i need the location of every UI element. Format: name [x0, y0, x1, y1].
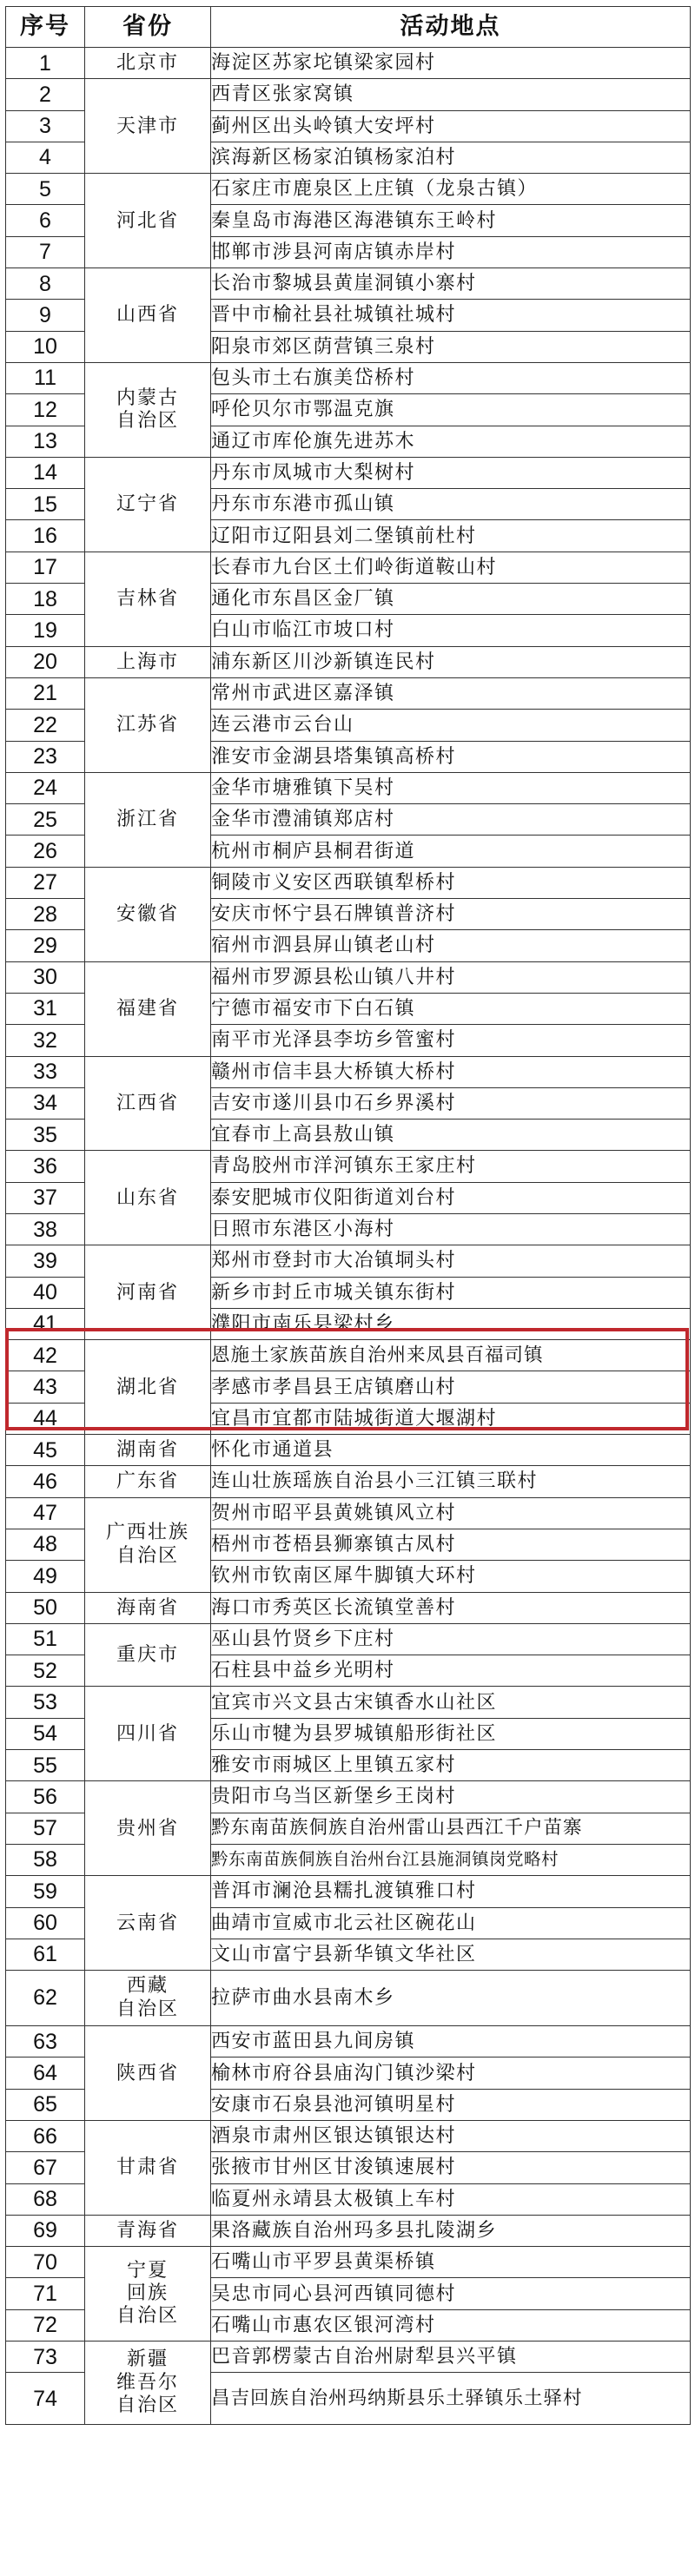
row-index: 22	[6, 710, 85, 741]
row-location: 酒泉市肃州区银达镇银达村	[211, 2121, 691, 2152]
table-header-row	[6, 7, 691, 48]
row-index: 68	[6, 2183, 85, 2215]
row-location: 海淀区苏家坨镇梁家园村	[211, 48, 691, 79]
row-index: 29	[6, 930, 85, 961]
row-location: 白山市临江市坡口村	[211, 615, 691, 646]
row-index: 53	[6, 1687, 85, 1718]
row-province: 西藏 自治区	[85, 1971, 211, 2026]
row-location: 阳泉市郊区荫营镇三泉村	[211, 331, 691, 362]
row-location: 丹东市凤城市大梨树村	[211, 457, 691, 488]
row-province: 重庆市	[85, 1623, 211, 1687]
row-location: 西青区张家窝镇	[211, 79, 691, 110]
row-province: 安徽省	[85, 867, 211, 961]
row-index: 33	[6, 1056, 85, 1087]
row-index: 7	[6, 236, 85, 268]
row-province: 江苏省	[85, 677, 211, 772]
row-index: 1	[6, 48, 85, 79]
row-index: 2	[6, 79, 85, 110]
row-index: 17	[6, 552, 85, 583]
row-index: 19	[6, 615, 85, 646]
row-province: 甘肃省	[85, 2121, 211, 2216]
row-index: 13	[6, 426, 85, 457]
table-row	[6, 1245, 691, 1277]
row-province: 福建省	[85, 961, 211, 1056]
row-location: 青岛胶州市洋河镇东王家庄村	[211, 1151, 691, 1182]
row-location: 安庆市怀宁县石牌镇普济村	[211, 899, 691, 930]
row-location: 邯郸市涉县河南店镇赤岸村	[211, 236, 691, 268]
row-location: 梧州市苍梧县狮寨镇古凤村	[211, 1529, 691, 1560]
row-index: 23	[6, 741, 85, 772]
row-index: 41	[6, 1308, 85, 1339]
row-index: 62	[6, 1971, 85, 2026]
row-index: 71	[6, 2278, 85, 2309]
row-province: 宁夏 回族 自治区	[85, 2247, 211, 2342]
table-row	[6, 2026, 691, 2057]
row-province: 天津市	[85, 79, 211, 174]
row-location: 临夏州永靖县太极镇上车村	[211, 2183, 691, 2215]
row-location: 赣州市信丰县大桥镇大桥村	[211, 1056, 691, 1087]
row-index: 56	[6, 1781, 85, 1813]
table-row	[6, 1497, 691, 1529]
row-location: 宁德市福安市下白石镇	[211, 993, 691, 1024]
row-location: 贺州市昭平县黄姚镇风立村	[211, 1497, 691, 1529]
row-index: 69	[6, 2215, 85, 2246]
row-index: 11	[6, 362, 85, 393]
row-location: 果洛藏族自治州玛多县扎陵湖乡	[211, 2215, 691, 2246]
row-province: 内蒙古 自治区	[85, 362, 211, 457]
row-location: 淮安市金湖县塔集镇高桥村	[211, 741, 691, 772]
table-row	[6, 457, 691, 488]
row-location: 秦皇岛市海港区海港镇东王岭村	[211, 205, 691, 236]
row-province: 山西省	[85, 268, 211, 363]
row-index: 55	[6, 1750, 85, 1781]
row-index: 46	[6, 1466, 85, 1497]
row-index: 74	[6, 2373, 85, 2425]
row-province: 广东省	[85, 1466, 211, 1497]
row-index: 36	[6, 1151, 85, 1182]
table-row	[6, 677, 691, 709]
row-index: 67	[6, 2152, 85, 2183]
table-row	[6, 48, 691, 79]
row-province: 山东省	[85, 1151, 211, 1245]
row-index: 6	[6, 205, 85, 236]
row-location: 连山壮族瑶族自治县小三江镇三联村	[211, 1466, 691, 1497]
row-location: 呼伦贝尔市鄂温克旗	[211, 394, 691, 426]
row-location: 海口市秀英区长流镇堂善村	[211, 1592, 691, 1623]
row-location: 金华市塘雅镇下吴村	[211, 772, 691, 803]
row-province: 湖北省	[85, 1340, 211, 1435]
row-province: 河北省	[85, 174, 211, 268]
row-location: 宿州市泗县屏山镇老山村	[211, 930, 691, 961]
row-province: 贵州省	[85, 1781, 211, 1876]
row-location: 浦东新区川沙新镇连民村	[211, 646, 691, 677]
row-location: 辽阳市辽阳县刘二堡镇前杜村	[211, 520, 691, 552]
table-row	[6, 1435, 691, 1466]
row-index: 4	[6, 142, 85, 173]
row-location: 贵阳市乌当区新堡乡王岗村	[211, 1781, 691, 1813]
table-row	[6, 362, 691, 393]
row-location: 宜宾市兴文县古宋镇香水山社区	[211, 1687, 691, 1718]
row-province: 吉林省	[85, 552, 211, 646]
row-location: 日照市东港区小海村	[211, 1213, 691, 1245]
row-province: 浙江省	[85, 772, 211, 867]
row-location: 安康市石泉县池河镇明星村	[211, 2089, 691, 2120]
row-index: 5	[6, 174, 85, 205]
row-location: 曲靖市宣威市北云社区碗花山	[211, 1907, 691, 1939]
table-row	[6, 961, 691, 993]
row-location: 新乡市封丘市城关镇东街村	[211, 1277, 691, 1308]
row-index: 48	[6, 1529, 85, 1560]
row-index: 66	[6, 2121, 85, 2152]
row-province: 北京市	[85, 48, 211, 79]
row-index: 24	[6, 772, 85, 803]
row-location: 雅安市雨城区上里镇五家村	[211, 1750, 691, 1781]
row-index: 38	[6, 1213, 85, 1245]
row-index: 44	[6, 1403, 85, 1434]
row-location: 钦州市钦南区犀牛脚镇大环村	[211, 1561, 691, 1592]
activity-location-table-container	[5, 6, 690, 2570]
row-index: 32	[6, 1025, 85, 1056]
row-index: 26	[6, 836, 85, 867]
row-province: 云南省	[85, 1876, 211, 1971]
table-row	[6, 2247, 691, 2278]
row-index: 18	[6, 584, 85, 615]
row-index: 8	[6, 268, 85, 300]
row-location: 巴音郭楞蒙古自治州尉犁县兴平镇	[211, 2342, 691, 2373]
row-index: 12	[6, 394, 85, 426]
row-index: 16	[6, 520, 85, 552]
row-location: 金华市澧浦镇郑店村	[211, 804, 691, 836]
row-index: 21	[6, 677, 85, 709]
header-index: 序号	[6, 7, 85, 48]
row-province: 新疆 维吾尔 自治区	[85, 2342, 211, 2425]
row-location: 恩施土家族苗族自治州来凤县百福司镇	[211, 1340, 691, 1371]
row-location: 包头市土右旗美岱桥村	[211, 362, 691, 393]
row-index: 3	[6, 110, 85, 142]
table-row	[6, 1056, 691, 1087]
table-row	[6, 268, 691, 300]
row-location: 宜春市上高县敖山镇	[211, 1120, 691, 1151]
table-body	[6, 48, 691, 2425]
row-index: 63	[6, 2026, 85, 2057]
row-index: 60	[6, 1907, 85, 1939]
row-location: 吴忠市同心县河西镇同德村	[211, 2278, 691, 2309]
row-location: 郑州市登封市大冶镇垌头村	[211, 1245, 691, 1277]
row-location: 张掖市甘州区甘浚镇速展村	[211, 2152, 691, 2183]
row-location: 乐山市犍为县罗城镇船形街社区	[211, 1718, 691, 1749]
row-index: 49	[6, 1561, 85, 1592]
row-province: 青海省	[85, 2215, 211, 2246]
row-location: 丹东市东港市孤山镇	[211, 489, 691, 520]
row-index: 58	[6, 1844, 85, 1875]
row-index: 31	[6, 993, 85, 1024]
row-location: 巫山县竹贤乡下庄村	[211, 1623, 691, 1655]
row-location: 濮阳市南乐县梁村乡	[211, 1308, 691, 1339]
row-index: 45	[6, 1435, 85, 1466]
row-index: 61	[6, 1939, 85, 1970]
row-location: 宜昌市宜都市陆城街道大堰湖村	[211, 1403, 691, 1434]
row-location: 石柱县中益乡光明村	[211, 1655, 691, 1687]
row-index: 64	[6, 2057, 85, 2089]
row-index: 30	[6, 961, 85, 993]
table-row	[6, 1151, 691, 1182]
row-location: 拉萨市曲水县南木乡	[211, 1971, 691, 2026]
table-row	[6, 1687, 691, 1718]
row-location: 文山市富宁县新华镇文华社区	[211, 1939, 691, 1970]
row-location: 福州市罗源县松山镇八井村	[211, 961, 691, 993]
row-index: 10	[6, 331, 85, 362]
row-location: 石嘴山市惠农区银河湾村	[211, 2309, 691, 2341]
table-row	[6, 2342, 691, 2373]
row-province: 海南省	[85, 1592, 211, 1623]
row-location: 杭州市桐庐县桐君街道	[211, 836, 691, 867]
row-province: 湖南省	[85, 1435, 211, 1466]
row-location: 怀化市通道县	[211, 1435, 691, 1466]
row-location: 石家庄市鹿泉区上庄镇（龙泉古镇）	[211, 174, 691, 205]
row-index: 73	[6, 2342, 85, 2373]
row-location: 通辽市库伦旗先进苏木	[211, 426, 691, 457]
table-row	[6, 79, 691, 110]
row-index: 72	[6, 2309, 85, 2341]
row-index: 28	[6, 899, 85, 930]
row-province: 辽宁省	[85, 457, 211, 552]
row-location: 长春市九台区土们岭街道鞍山村	[211, 552, 691, 583]
row-index: 57	[6, 1813, 85, 1844]
header-location: 活动地点	[211, 7, 691, 48]
row-province: 四川省	[85, 1687, 211, 1781]
row-index: 40	[6, 1277, 85, 1308]
row-location: 吉安市遂川县巾石乡界溪村	[211, 1087, 691, 1119]
row-province: 广西壮族 自治区	[85, 1497, 211, 1592]
row-index: 25	[6, 804, 85, 836]
row-index: 47	[6, 1497, 85, 1529]
row-index: 39	[6, 1245, 85, 1277]
row-location: 蓟州区出头岭镇大安坪村	[211, 110, 691, 142]
row-index: 70	[6, 2247, 85, 2278]
row-index: 14	[6, 457, 85, 488]
row-index: 15	[6, 489, 85, 520]
row-location: 普洱市澜沧县糯扎渡镇雅口村	[211, 1876, 691, 1907]
row-location: 铜陵市义安区西联镇犁桥村	[211, 867, 691, 898]
row-index: 43	[6, 1371, 85, 1403]
row-index: 37	[6, 1182, 85, 1213]
row-index: 59	[6, 1876, 85, 1907]
header-province: 省份	[85, 7, 211, 48]
row-index: 20	[6, 646, 85, 677]
row-index: 27	[6, 867, 85, 898]
row-location: 孝感市孝昌县王店镇磨山村	[211, 1371, 691, 1403]
row-index: 51	[6, 1623, 85, 1655]
table-row	[6, 772, 691, 803]
row-location: 南平市光泽县李坊乡管蜜村	[211, 1025, 691, 1056]
row-province: 江西省	[85, 1056, 211, 1151]
activity-location-table	[5, 6, 691, 2425]
table-row	[6, 2121, 691, 2152]
row-location: 石嘴山市平罗县黄渠桥镇	[211, 2247, 691, 2278]
table-row	[6, 174, 691, 205]
table-row	[6, 1781, 691, 1813]
row-location: 黔东南苗族侗族自治州雷山县西江千户苗寨	[211, 1813, 691, 1844]
row-index: 54	[6, 1718, 85, 1749]
row-index: 34	[6, 1087, 85, 1119]
table-row	[6, 1971, 691, 2026]
table-row	[6, 646, 691, 677]
row-location: 常州市武进区嘉泽镇	[211, 677, 691, 709]
row-index: 9	[6, 300, 85, 331]
row-location: 通化市东昌区金厂镇	[211, 584, 691, 615]
row-index: 35	[6, 1120, 85, 1151]
row-province: 上海市	[85, 646, 211, 677]
table-row	[6, 1340, 691, 1371]
row-location: 晋中市榆社县社城镇社城村	[211, 300, 691, 331]
row-location: 滨海新区杨家泊镇杨家泊村	[211, 142, 691, 173]
row-location: 昌吉回族自治州玛纳斯县乐土驿镇乐土驿村	[211, 2373, 691, 2425]
row-location: 西安市蓝田县九间房镇	[211, 2026, 691, 2057]
row-index: 65	[6, 2089, 85, 2120]
table-row	[6, 1623, 691, 1655]
row-location: 黔东南苗族侗族自治州台江县施洞镇岗党略村	[211, 1844, 691, 1875]
table-row	[6, 1592, 691, 1623]
row-location: 连云港市云台山	[211, 710, 691, 741]
table-row	[6, 867, 691, 898]
table-row	[6, 1876, 691, 1907]
row-province: 陕西省	[85, 2026, 211, 2121]
row-index: 42	[6, 1340, 85, 1371]
row-location: 长治市黎城县黄崖洞镇小寨村	[211, 268, 691, 300]
row-index: 50	[6, 1592, 85, 1623]
row-location: 榆林市府谷县庙沟门镇沙梁村	[211, 2057, 691, 2089]
row-location: 泰安肥城市仪阳街道刘台村	[211, 1182, 691, 1213]
table-row	[6, 1466, 691, 1497]
row-province: 河南省	[85, 1245, 211, 1340]
table-row	[6, 552, 691, 583]
row-index: 52	[6, 1655, 85, 1687]
table-row	[6, 2215, 691, 2246]
